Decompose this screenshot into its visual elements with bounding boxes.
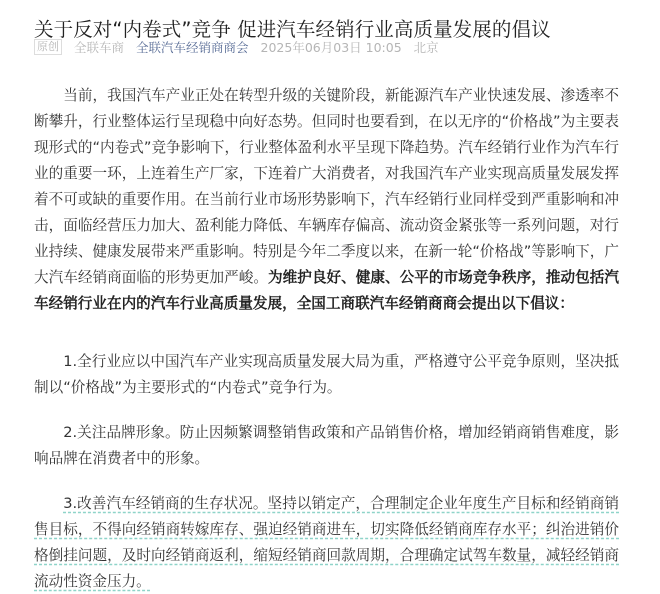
intro-bold-text: 为维护良好、健康、公平的市场竞争秩序，推动包括汽车经销行业在内的汽车行业高质量发展，全国工商联汽车经销商商会提出以下倡议： (34, 269, 619, 312)
proposal-3 (34, 491, 619, 594)
proposal-1: 1.全行业应以中国汽车产业实现高质量发展大局为重，严格遵守公平竞争原则，坚决抵制以“价格战”为主要形式的“内卷式”竞争行为。 (34, 353, 619, 396)
article-title: 关于反对“内卷式”竞争 促进汽车经销行业高质量发展的倡议 (34, 18, 551, 42)
publish-datetime: 2025年06月03日 10:05 (260, 40, 402, 55)
publish-location: 北京 (413, 40, 439, 55)
proposal-2: 2.关注品牌形象。防止因频繁调整销售政策和产品销售价格，增加经销商销售难度，影响品牌在消费者中的形象。 (34, 424, 619, 467)
intro-paragraph (34, 83, 619, 317)
proposal-3-text: 3.改善汽车经销商的生存状况。坚持以销定产，合理制定企业年度生产目标和经销商销售目标，不得向经销商转嫁库存、强迫经销商进车，切实降低经销商库存水平；纠治进销价格倒挂问题，及时向经销商返利，缩短经销商回款周期，合理确定试驾车数量，减轻经销商流动性资金压力。 (34, 495, 619, 590)
account-link[interactable]: 全联汽车经销商商会 (136, 40, 249, 55)
original-badge: 原创 (34, 39, 62, 55)
source-name: 全联车商 (74, 40, 125, 55)
article-meta (34, 38, 451, 56)
intro-text: 当前，我国汽车产业正处在转型升级的关键阶段，新能源汽车产业快速发展、渗透率不断攀升，行业整体运行呈现稳中向好态势。但同时也要看到，在以无序的“价格战”为主要表现形式的“内卷式”竞争影响下，行业整体盈利水平呈现下降趋势。汽车经销行业作为汽车行业的重要一环，上连着生产厂家，下连着广大消费者，对我国汽车产业实现高质量发展发挥着不可或缺的重要作用。在当前行业市场形势影响下，汽车经销行业同样受到严重影响和冲击，面临经营压力加大、盈利能力降低、车辆库存偏高、流动资金紧张等一系列问题，对行业持续、健康发展带来严重影响。特别是今年二季度以来，在新一轮“价格战”等影响下，广大汽车经销商面临的形势更加严峻。 (34, 87, 619, 286)
